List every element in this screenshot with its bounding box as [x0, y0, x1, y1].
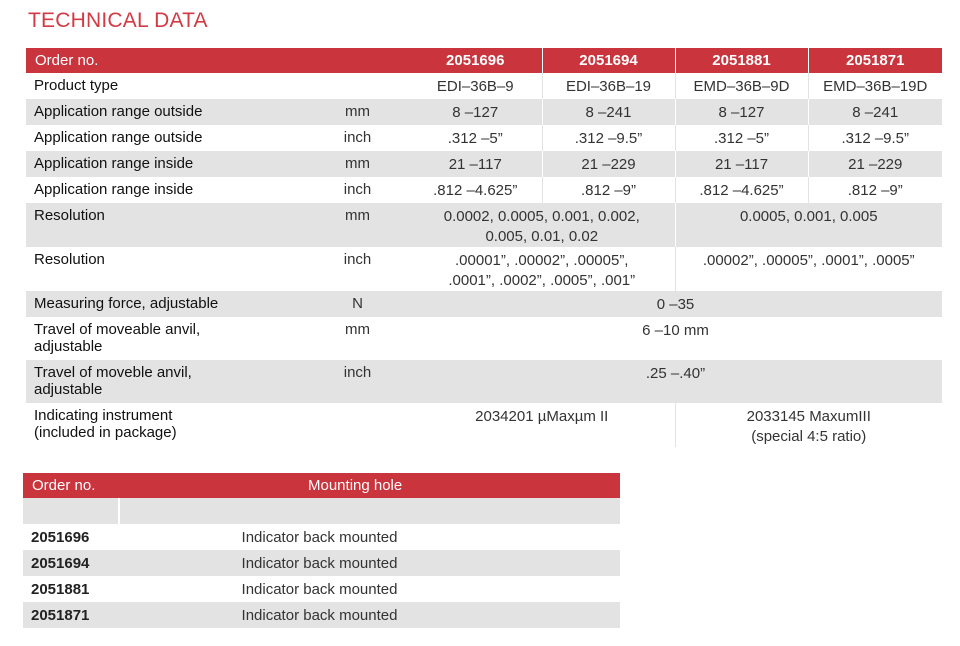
order-no-cell: 2051694	[23, 550, 119, 576]
cell-value: 21 –117	[675, 151, 808, 177]
cell-value: 8 –241	[808, 99, 942, 125]
cell-value	[409, 203, 675, 247]
cell-value	[675, 403, 942, 447]
table-row	[26, 177, 942, 203]
row-label	[26, 403, 306, 447]
cell-value: 8 –127	[409, 99, 542, 125]
row-unit	[306, 73, 409, 99]
row-label	[26, 360, 306, 403]
row-label: Application range outside	[26, 99, 306, 125]
row-unit: mm	[306, 151, 409, 177]
spacer-cell	[119, 498, 620, 524]
model-header: 2051694	[542, 48, 675, 73]
cell-value: EMD–36B–19D	[808, 73, 942, 99]
mounting-hole-table	[23, 473, 620, 628]
mounting-hole-header: Mounting hole	[308, 477, 403, 494]
technical-data-table	[26, 48, 942, 447]
row-label: Application range outside	[26, 125, 306, 151]
unit-header	[306, 48, 409, 73]
table-row	[23, 524, 620, 550]
order-no-header: Order no.	[35, 52, 99, 69]
table-header-row	[26, 48, 942, 73]
cell-value: .312 –5”	[675, 125, 808, 151]
table-row	[26, 151, 942, 177]
table-row	[26, 203, 942, 247]
row-label-line: Indicating instrument	[34, 407, 173, 424]
cell-value: .312 –9.5”	[542, 125, 675, 151]
spacer-cell	[23, 498, 119, 524]
row-unit	[306, 403, 409, 447]
table-row	[26, 247, 942, 291]
row-label-line: Travel of moveble anvil,	[34, 364, 192, 381]
cell-value: 2034201 µMaxµm II	[409, 403, 675, 447]
table-row	[26, 125, 942, 151]
row-label: Product type	[26, 73, 306, 99]
row-unit: inch	[306, 125, 409, 151]
row-label: Application range inside	[26, 151, 306, 177]
cell-value: 21 –229	[542, 151, 675, 177]
cell-value: EDI–36B–19	[542, 73, 675, 99]
row-label: Resolution	[26, 203, 306, 247]
row-unit: mm	[306, 203, 409, 247]
cell-value: EMD–36B–9D	[675, 73, 808, 99]
cell-line: 2033145 MaxumIII	[746, 408, 871, 425]
model-header: 2051871	[808, 48, 942, 73]
order-no-cell: 2051696	[23, 524, 119, 550]
cell-value: .00002”, .00005”, .0001”, .0005”	[675, 247, 942, 291]
cell-line: .0001”, .0002”, .0005”, .001”	[448, 272, 636, 289]
cell-value: .812 –4.625”	[675, 177, 808, 203]
cell-value: 8 –241	[542, 99, 675, 125]
order-no-cell: 2051871	[23, 602, 119, 628]
row-unit: N	[306, 291, 409, 317]
mounting-cell: Indicator back mounted	[119, 550, 620, 576]
row-unit: mm	[306, 317, 409, 360]
cell-value: 0.0005, 0.001, 0.005	[675, 203, 942, 247]
model-header: 2051696	[446, 52, 505, 69]
cell-value: .312 –9.5”	[808, 125, 942, 151]
table-row	[26, 317, 942, 360]
mounting-cell: Indicator back mounted	[119, 602, 620, 628]
page-title: TECHNICAL DATA	[28, 9, 208, 32]
cell-value: 21 –117	[409, 151, 542, 177]
cell-value: .812 –4.625”	[409, 177, 542, 203]
table-row	[26, 360, 942, 403]
row-unit: inch	[306, 177, 409, 203]
row-label: Resolution	[26, 247, 306, 291]
row-label: Measuring force, adjustable	[26, 291, 306, 317]
table-row	[26, 73, 942, 99]
row-label-line: Travel of moveable anvil,	[34, 321, 201, 338]
cell-line: .00001”, .00002”, .00005”,	[455, 252, 629, 269]
row-label-line: (included in package)	[34, 424, 177, 441]
cell-value: .312 –5”	[409, 125, 542, 151]
table-spacer-row	[23, 498, 620, 524]
model-header: 2051881	[675, 48, 808, 73]
table-row	[26, 99, 942, 125]
mounting-cell: Indicator back mounted	[119, 576, 620, 602]
table-row	[23, 602, 620, 628]
cell-value: .25 –.40”	[409, 360, 942, 403]
cell-value: .812 –9”	[542, 177, 675, 203]
row-label-line: adjustable	[34, 381, 103, 398]
row-unit: inch	[306, 247, 409, 291]
table-header-row	[23, 473, 620, 498]
row-unit: mm	[306, 99, 409, 125]
cell-value: 8 –127	[675, 99, 808, 125]
cell-value: 21 –229	[808, 151, 942, 177]
row-label	[26, 317, 306, 360]
table-row	[23, 550, 620, 576]
cell-line: 0.005, 0.01, 0.02	[485, 228, 599, 245]
row-label-line: adjustable	[34, 338, 103, 355]
row-unit: inch	[306, 360, 409, 403]
cell-value	[409, 247, 675, 291]
row-label: Application range inside	[26, 177, 306, 203]
order-no-header: Order no.	[32, 477, 96, 494]
table-row	[26, 403, 942, 447]
cell-value: EDI–36B–9	[409, 73, 542, 99]
cell-line: 0.0002, 0.0005, 0.001, 0.002,	[443, 208, 640, 225]
table-row	[26, 291, 942, 317]
mounting-cell: Indicator back mounted	[119, 524, 620, 550]
cell-value: .812 –9”	[808, 177, 942, 203]
table-row	[23, 576, 620, 602]
cell-line: (special 4:5 ratio)	[751, 428, 867, 445]
order-no-cell: 2051881	[23, 576, 119, 602]
cell-value: 0 –35	[409, 291, 942, 317]
cell-value: 6 –10 mm	[409, 317, 942, 360]
